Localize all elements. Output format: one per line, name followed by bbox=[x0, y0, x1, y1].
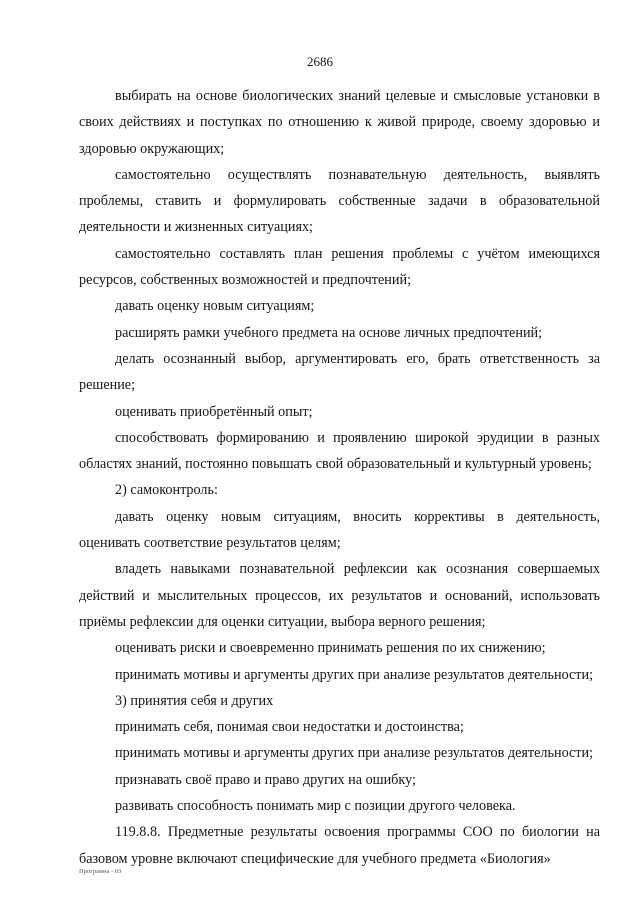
page-number: 2686 bbox=[307, 54, 333, 69]
document-body bbox=[79, 83, 600, 872]
paragraph: расширять рамки учебного предмета на основе личных предпочтений; bbox=[115, 324, 543, 341]
paragraph: оценивать риски и своевременно принимать решения по их снижению; bbox=[115, 640, 546, 657]
paragraph: признавать своё право и право других на ошибку; bbox=[115, 771, 416, 788]
paragraph: принимать мотивы и аргументы других при анализе результатов деятельности; bbox=[115, 745, 594, 762]
footer-note: Програмна - 03 bbox=[79, 868, 122, 875]
paragraph: развивать способность понимать мир с позиции другого человека. bbox=[115, 798, 516, 815]
paragraph: способствовать формированию и проявлению широкой эрудиции в разных областях знаний, постоянно повышать свой образовательный и культурный уровень; bbox=[79, 429, 600, 473]
section-heading: 3) принятия себя и других bbox=[115, 692, 274, 709]
paragraph: принимать себя, понимая свои недостатки и достоинства; bbox=[115, 719, 464, 736]
paragraph: оценивать приобретённый опыт; bbox=[115, 403, 313, 420]
paragraph: владеть навыками познавательной рефлексии как осознания совершаемых действий и мыслительных процессов, их результатов и оснований, использовать приёмы рефлексии для оценки ситуации, выбора верного решения; bbox=[79, 561, 600, 630]
paragraph: самостоятельно составлять план решения проблемы с учётом имеющихся ресурсов, собственных возможностей и предпочтений; bbox=[79, 245, 600, 289]
paragraph: выбирать на основе биологических знаний целевые и смысловые установки в своих действиях и поступках по отношению к живой природе, своему здоровью и здоровью окружающих; bbox=[79, 88, 600, 157]
paragraph: 119.8.8. Предметные результаты освоения программы СОО по биологии на базовом уровне включают специфические для учебного предмета «Биология» bbox=[79, 824, 600, 867]
paragraph: делать осознанный выбор, аргументировать его, брать ответственность за решение; bbox=[79, 350, 600, 394]
paragraph: самостоятельно осуществлять познавательную деятельность, выявлять проблемы, ставить и формулировать собственные задачи в образовательной деятельности и жизненных ситуациях; bbox=[79, 166, 600, 236]
paragraph: давать оценку новым ситуациям; bbox=[115, 298, 315, 315]
section-heading: 2) самоконтроль: bbox=[115, 482, 218, 499]
paragraph: давать оценку новым ситуациям, вносить коррективы в деятельность, оценивать соответствие результатов целям; bbox=[79, 508, 600, 552]
paragraph: принимать мотивы и аргументы других при анализе результатов деятельности; bbox=[115, 666, 594, 683]
